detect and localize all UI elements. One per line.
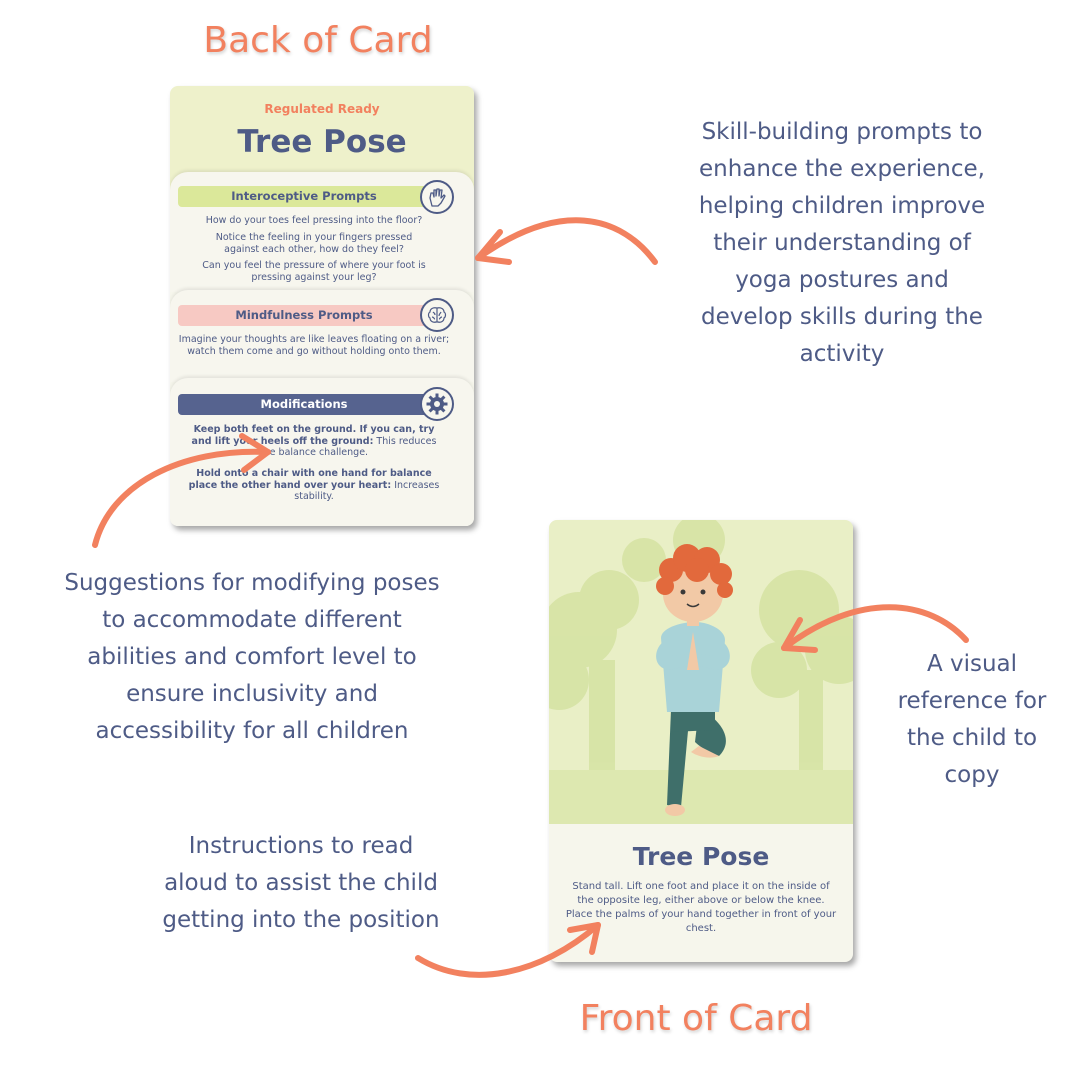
modifications-line: accessibility for all children: [95, 718, 409, 744]
mindfulness-prompt-1: Imagine your thoughts are like leaves floating on a river; watch them come and go without holding onto them.: [178, 334, 450, 357]
prompts-line: helping children improve: [698, 193, 986, 219]
interoceptive-prompt-2: Notice the feeling in your fingers pressed against each other, how do they feel?: [215, 232, 413, 255]
instructions-line: Instructions to read: [188, 833, 414, 859]
mindfulness-label: Mindfulness Prompts: [178, 305, 430, 326]
modifications-label: Modifications: [178, 394, 430, 415]
back-card-title: Tree Pose: [237, 124, 407, 160]
interoceptive-prompt-1: How do your toes feel pressing into the floor?: [205, 215, 423, 226]
modification-1-bold: Keep both feet on the ground. If you can, try and lift your heels off the ground:: [191, 424, 435, 447]
prompts-line: their understanding of: [713, 230, 971, 256]
prompts-line: activity: [799, 341, 885, 367]
modifications-line: Suggestions for modifying poses: [64, 570, 440, 596]
front-card-instructions: Stand tall. Lift one foot and place it on the inside of the opposite leg, either above or below the knee. Place the palms of your hand together in front of your chest.: [565, 881, 837, 934]
visual-line: the child to: [906, 725, 1038, 751]
arrow-to-prompts: [478, 220, 655, 262]
prompts-line: yoga postures and: [735, 267, 949, 293]
brand-logo: Regulated Ready: [264, 102, 380, 116]
interoceptive-label: Interoceptive Prompts: [178, 186, 430, 207]
back-of-card-heading: Back of Card: [203, 20, 433, 61]
visual-line: A visual: [926, 651, 1018, 677]
interoceptive-prompt-3: Can you feel the pressure of where your foot is pressing against your leg?: [202, 260, 426, 283]
prompts-line: develop skills during the: [701, 304, 983, 330]
visual-line: reference for: [897, 688, 1047, 714]
front-card-title: Tree Pose: [632, 842, 770, 871]
modifications-line: ensure inclusivity and: [126, 681, 378, 707]
visual-line: copy: [944, 762, 1000, 788]
arrow-to-modifications: [95, 452, 268, 545]
front-of-card-heading: Front of Card: [579, 998, 813, 1039]
modification-2-bold: Hold onto a chair with one hand for balance place the other hand over your heart:: [188, 468, 432, 491]
instructions-line: aloud to assist the child: [164, 870, 438, 896]
modification-1-text: This reduces the balance challenge.: [259, 435, 437, 458]
modification-2-text: Increases stability.: [294, 479, 440, 502]
modifications-line: to accommodate different: [102, 607, 402, 633]
prompts-line: enhance the experience,: [699, 156, 985, 182]
arrow-to-illustration: [784, 607, 966, 648]
prompts-line: Skill-building prompts to: [701, 119, 983, 145]
modifications-line: abilities and comfort level to: [87, 644, 417, 670]
instructions-line: getting into the position: [162, 907, 440, 933]
